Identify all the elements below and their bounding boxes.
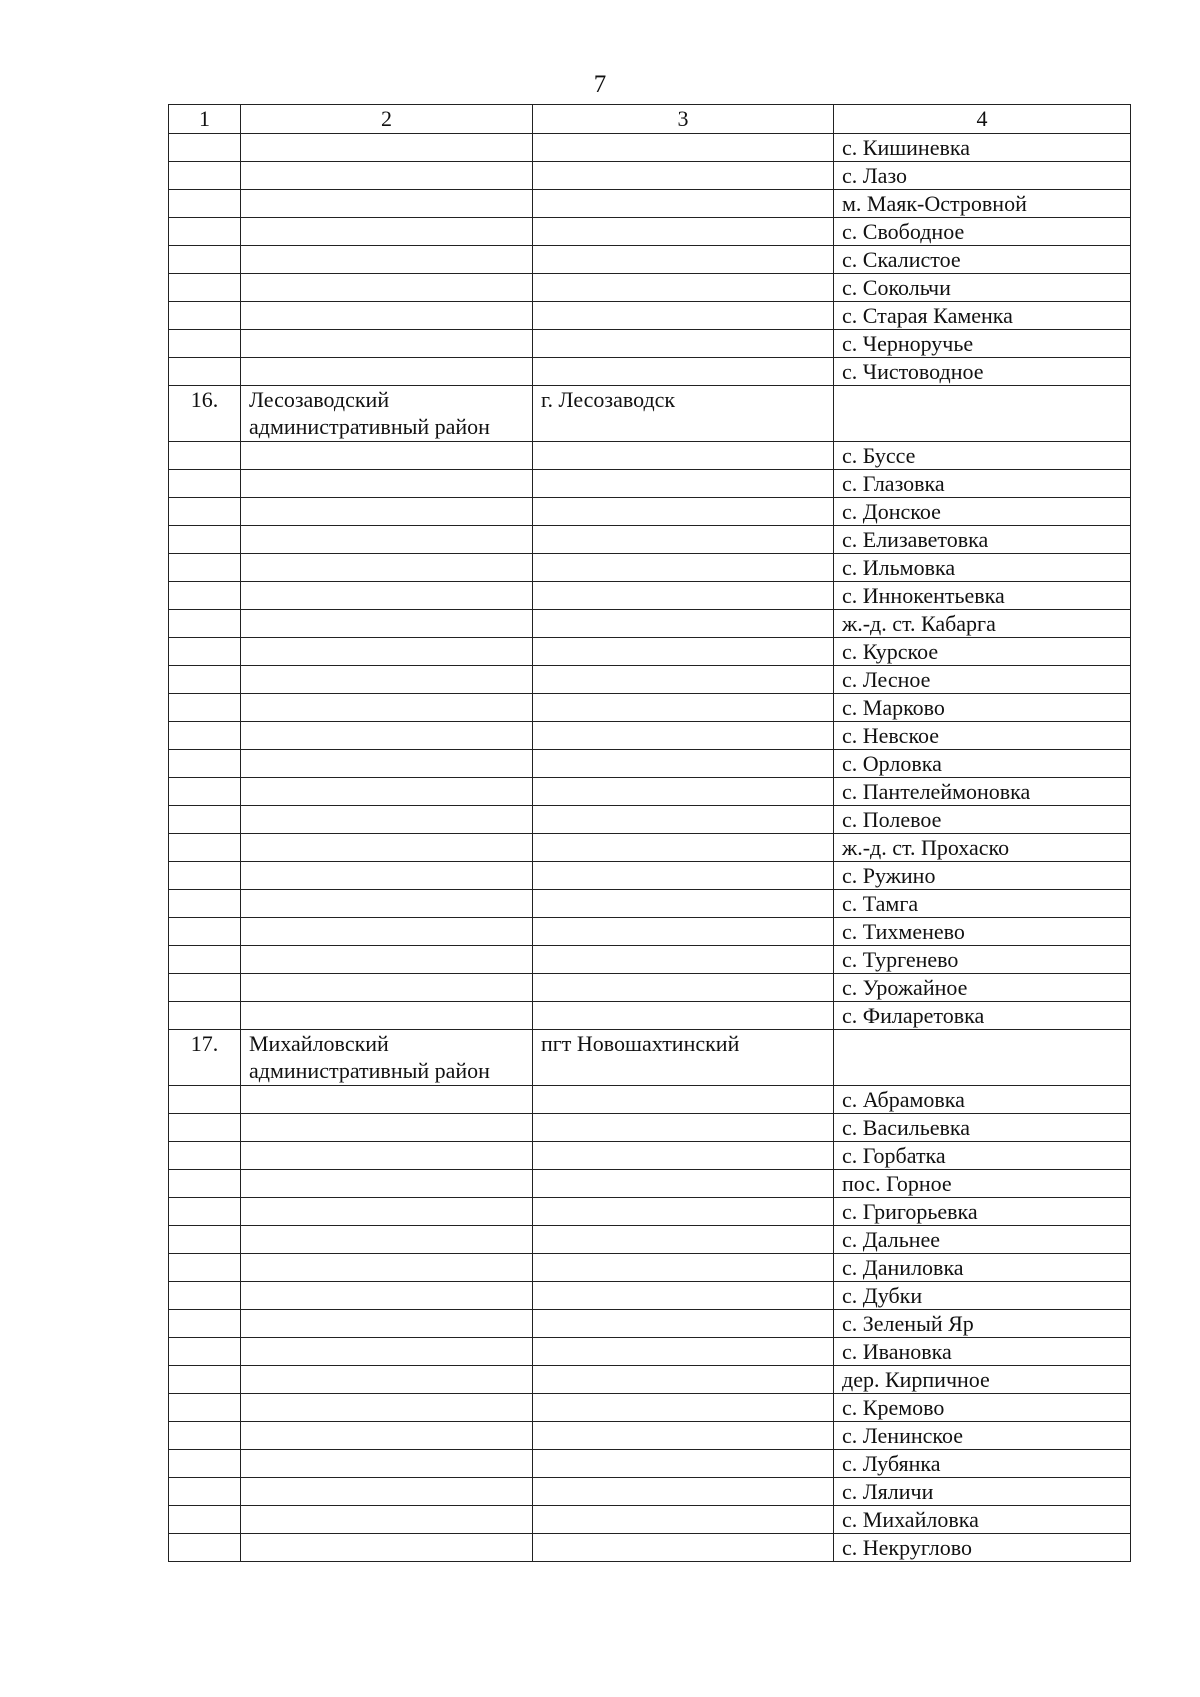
empty-cell xyxy=(169,1002,241,1030)
empty-cell xyxy=(533,470,834,498)
empty-cell xyxy=(169,1310,241,1338)
empty-cell xyxy=(533,1002,834,1030)
table-row xyxy=(169,526,1131,554)
settlement-cell: с. Абрамовка xyxy=(834,1086,1131,1114)
table-row xyxy=(169,134,1131,162)
table-row xyxy=(169,862,1131,890)
empty-cell xyxy=(241,442,533,470)
empty-cell xyxy=(169,638,241,666)
table-row xyxy=(169,554,1131,582)
table-row xyxy=(169,442,1131,470)
empty-cell xyxy=(169,1506,241,1534)
settlement-cell: с. Филаретовка xyxy=(834,1002,1131,1030)
empty-cell xyxy=(241,554,533,582)
table-row xyxy=(169,1394,1131,1422)
table-row xyxy=(169,1086,1131,1114)
page-number: 7 xyxy=(593,71,607,98)
settlement-cell: с. Черноручье xyxy=(834,330,1131,358)
empty-cell xyxy=(241,190,533,218)
table-row xyxy=(169,190,1131,218)
empty-cell xyxy=(533,1254,834,1282)
empty-cell xyxy=(533,610,834,638)
settlement-cell: с. Скалистое xyxy=(834,246,1131,274)
empty-cell xyxy=(533,638,834,666)
empty-cell xyxy=(533,778,834,806)
table-row xyxy=(169,470,1131,498)
empty-cell xyxy=(533,862,834,890)
empty-cell xyxy=(241,218,533,246)
empty-cell xyxy=(169,1450,241,1478)
district-name: Лесозаводский административный район xyxy=(241,386,533,442)
empty-cell xyxy=(533,1282,834,1310)
empty-cell xyxy=(169,834,241,862)
table-row xyxy=(169,162,1131,190)
table-row xyxy=(169,1254,1131,1282)
empty-cell xyxy=(241,638,533,666)
settlement-cell: с. Свободное xyxy=(834,218,1131,246)
table-row xyxy=(169,1114,1131,1142)
empty-cell xyxy=(533,1198,834,1226)
empty-cell xyxy=(533,722,834,750)
settlement-cell: с. Сокольчи xyxy=(834,274,1131,302)
table-row xyxy=(169,1338,1131,1366)
table-row xyxy=(169,946,1131,974)
empty-cell xyxy=(169,722,241,750)
empty-cell xyxy=(169,302,241,330)
empty-cell xyxy=(533,582,834,610)
empty-cell xyxy=(169,582,241,610)
empty-cell xyxy=(169,330,241,358)
table-row xyxy=(169,582,1131,610)
empty-cell xyxy=(241,666,533,694)
empty-cell xyxy=(169,694,241,722)
empty-cell xyxy=(241,470,533,498)
empty-cell xyxy=(533,918,834,946)
empty-cell xyxy=(169,1338,241,1366)
empty-cell xyxy=(533,498,834,526)
empty-cell xyxy=(169,862,241,890)
empty-cell xyxy=(241,134,533,162)
empty-cell xyxy=(169,1114,241,1142)
empty-cell xyxy=(241,974,533,1002)
empty-cell xyxy=(533,890,834,918)
settlement-cell: с. Тихменево xyxy=(834,918,1131,946)
settlement-cell: с. Ивановка xyxy=(834,1338,1131,1366)
empty-cell xyxy=(169,806,241,834)
empty-cell xyxy=(241,1142,533,1170)
settlement-cell: с. Старая Каменка xyxy=(834,302,1131,330)
empty-cell xyxy=(533,1394,834,1422)
empty-cell xyxy=(533,1534,834,1562)
empty-cell xyxy=(533,1478,834,1506)
empty-cell xyxy=(169,1534,241,1562)
empty-cell xyxy=(169,498,241,526)
settlement-cell: с. Невское xyxy=(834,722,1131,750)
empty-cell xyxy=(834,1030,1131,1086)
empty-cell xyxy=(241,274,533,302)
settlement-cell: с. Даниловка xyxy=(834,1254,1131,1282)
empty-cell xyxy=(169,246,241,274)
column-header-2: 2 xyxy=(241,105,533,134)
empty-cell xyxy=(169,274,241,302)
empty-cell xyxy=(241,946,533,974)
settlement-cell: с. Тамга xyxy=(834,890,1131,918)
empty-cell xyxy=(241,162,533,190)
table-row xyxy=(169,890,1131,918)
settlement-cell: с. Ленинское xyxy=(834,1422,1131,1450)
empty-cell xyxy=(169,750,241,778)
empty-cell xyxy=(241,610,533,638)
settlement-cell: с. Тургенево xyxy=(834,946,1131,974)
settlement-cell: пос. Горное xyxy=(834,1170,1131,1198)
settlements-table xyxy=(168,104,1131,1562)
settlement-cell: ж.-д. ст. Кабарга xyxy=(834,610,1131,638)
table-row xyxy=(169,330,1131,358)
settlement-cell: с. Ильмовка xyxy=(834,554,1131,582)
empty-cell xyxy=(169,918,241,946)
settlement-cell: с. Ляличи xyxy=(834,1478,1131,1506)
empty-cell xyxy=(241,1114,533,1142)
empty-cell xyxy=(533,974,834,1002)
table-row xyxy=(169,694,1131,722)
empty-cell xyxy=(169,1366,241,1394)
table-row xyxy=(169,722,1131,750)
table-row xyxy=(169,1422,1131,1450)
district-row xyxy=(169,1030,1131,1086)
column-header-4: 4 xyxy=(834,105,1131,134)
empty-cell xyxy=(169,162,241,190)
settlement-cell: с. Глазовка xyxy=(834,470,1131,498)
settlement-cell: с. Некруглово xyxy=(834,1534,1131,1562)
empty-cell xyxy=(533,1422,834,1450)
empty-cell xyxy=(169,470,241,498)
empty-cell xyxy=(533,330,834,358)
empty-cell xyxy=(241,582,533,610)
empty-cell xyxy=(533,750,834,778)
table-row xyxy=(169,218,1131,246)
settlement-cell: с. Горбатка xyxy=(834,1142,1131,1170)
empty-cell xyxy=(241,1534,533,1562)
settlement-cell: с. Лазо xyxy=(834,162,1131,190)
settlement-cell: с. Кишиневка xyxy=(834,134,1131,162)
empty-cell xyxy=(241,1478,533,1506)
district-center: пгт Новошахтинский xyxy=(533,1030,834,1086)
settlement-cell: с. Буссе xyxy=(834,442,1131,470)
empty-cell xyxy=(533,666,834,694)
empty-cell xyxy=(533,1450,834,1478)
empty-cell xyxy=(533,1170,834,1198)
empty-cell xyxy=(533,134,834,162)
empty-cell xyxy=(169,1198,241,1226)
empty-cell xyxy=(533,1338,834,1366)
table-row xyxy=(169,1170,1131,1198)
empty-cell xyxy=(241,358,533,386)
empty-cell xyxy=(533,302,834,330)
district-row xyxy=(169,386,1131,442)
column-header-3: 3 xyxy=(533,105,834,134)
empty-cell xyxy=(533,1310,834,1338)
empty-cell xyxy=(241,806,533,834)
empty-cell xyxy=(533,1226,834,1254)
district-number: 17. xyxy=(169,1030,241,1086)
settlement-cell: с. Донское xyxy=(834,498,1131,526)
empty-cell xyxy=(241,1394,533,1422)
empty-cell xyxy=(169,1478,241,1506)
empty-cell xyxy=(533,694,834,722)
empty-cell xyxy=(241,1226,533,1254)
empty-cell xyxy=(834,386,1131,442)
empty-cell xyxy=(241,1422,533,1450)
empty-cell xyxy=(533,806,834,834)
empty-cell xyxy=(533,218,834,246)
settlement-cell: дер. Кирпичное xyxy=(834,1366,1131,1394)
empty-cell xyxy=(533,946,834,974)
table-row xyxy=(169,1198,1131,1226)
empty-cell xyxy=(241,302,533,330)
settlement-cell: с. Марково xyxy=(834,694,1131,722)
district-number: 16. xyxy=(169,386,241,442)
settlement-cell: с. Иннокентьевка xyxy=(834,582,1131,610)
empty-cell xyxy=(169,1282,241,1310)
settlement-cell: ж.-д. ст. Прохаско xyxy=(834,834,1131,862)
table-row xyxy=(169,1366,1131,1394)
empty-cell xyxy=(533,358,834,386)
settlement-cell: с. Полевое xyxy=(834,806,1131,834)
empty-cell xyxy=(169,610,241,638)
empty-cell xyxy=(169,526,241,554)
empty-cell xyxy=(241,1366,533,1394)
empty-cell xyxy=(533,274,834,302)
empty-cell xyxy=(169,442,241,470)
empty-cell xyxy=(533,442,834,470)
empty-cell xyxy=(241,722,533,750)
table-row xyxy=(169,1282,1131,1310)
empty-cell xyxy=(169,974,241,1002)
table-row xyxy=(169,1226,1131,1254)
empty-cell xyxy=(533,1506,834,1534)
empty-cell xyxy=(241,834,533,862)
empty-cell xyxy=(241,1450,533,1478)
table-row xyxy=(169,1506,1131,1534)
empty-cell xyxy=(241,1506,533,1534)
settlement-cell: с. Ружино xyxy=(834,862,1131,890)
empty-cell xyxy=(169,134,241,162)
table-row xyxy=(169,974,1131,1002)
empty-cell xyxy=(169,1170,241,1198)
settlement-cell: с. Зеленый Яр xyxy=(834,1310,1131,1338)
table-row xyxy=(169,358,1131,386)
district-name: Михайловский административный район xyxy=(241,1030,533,1086)
empty-cell xyxy=(241,1170,533,1198)
empty-cell xyxy=(533,190,834,218)
empty-cell xyxy=(533,526,834,554)
empty-cell xyxy=(169,946,241,974)
table-row xyxy=(169,666,1131,694)
empty-cell xyxy=(241,918,533,946)
table-row xyxy=(169,1002,1131,1030)
empty-cell xyxy=(241,694,533,722)
empty-cell xyxy=(533,1142,834,1170)
table-row xyxy=(169,1142,1131,1170)
empty-cell xyxy=(169,1226,241,1254)
table-row xyxy=(169,610,1131,638)
empty-cell xyxy=(241,862,533,890)
settlement-cell: с. Урожайное xyxy=(834,974,1131,1002)
settlement-cell: с. Чистоводное xyxy=(834,358,1131,386)
empty-cell xyxy=(169,190,241,218)
settlement-cell: с. Михайловка xyxy=(834,1506,1131,1534)
settlement-cell: с. Дальнее xyxy=(834,1226,1131,1254)
empty-cell xyxy=(241,1282,533,1310)
empty-cell xyxy=(241,778,533,806)
table-row xyxy=(169,750,1131,778)
table-row xyxy=(169,1478,1131,1506)
settlement-cell: с. Кремово xyxy=(834,1394,1131,1422)
empty-cell xyxy=(533,1114,834,1142)
table-row xyxy=(169,638,1131,666)
table-row xyxy=(169,778,1131,806)
table-row xyxy=(169,1310,1131,1338)
empty-cell xyxy=(533,246,834,274)
column-header-1: 1 xyxy=(169,105,241,134)
settlement-cell: м. Маяк-Островной xyxy=(834,190,1131,218)
empty-cell xyxy=(533,834,834,862)
empty-cell xyxy=(241,526,533,554)
empty-cell xyxy=(241,1002,533,1030)
settlement-cell: с. Васильевка xyxy=(834,1114,1131,1142)
table-row xyxy=(169,806,1131,834)
empty-cell xyxy=(169,1086,241,1114)
table-row xyxy=(169,274,1131,302)
settlement-cell: с. Лубянка xyxy=(834,1450,1131,1478)
empty-cell xyxy=(533,554,834,582)
empty-cell xyxy=(169,1394,241,1422)
settlement-cell: с. Дубки xyxy=(834,1282,1131,1310)
table-row xyxy=(169,1450,1131,1478)
settlement-cell: с. Пантелеймоновка xyxy=(834,778,1131,806)
table-row xyxy=(169,1534,1131,1562)
empty-cell xyxy=(241,330,533,358)
empty-cell xyxy=(241,1338,533,1366)
empty-cell xyxy=(241,498,533,526)
settlement-cell: с. Курское xyxy=(834,638,1131,666)
table-row xyxy=(169,246,1131,274)
empty-cell xyxy=(169,358,241,386)
empty-cell xyxy=(241,246,533,274)
empty-cell xyxy=(169,554,241,582)
empty-cell xyxy=(533,162,834,190)
table-row xyxy=(169,918,1131,946)
header-row xyxy=(169,105,1131,134)
empty-cell xyxy=(533,1086,834,1114)
empty-cell xyxy=(169,666,241,694)
empty-cell xyxy=(169,1254,241,1282)
district-center: г. Лесозаводск xyxy=(533,386,834,442)
empty-cell xyxy=(241,750,533,778)
table-body xyxy=(169,134,1131,1562)
empty-cell xyxy=(169,218,241,246)
settlement-cell: с. Григорьевка xyxy=(834,1198,1131,1226)
table-row xyxy=(169,498,1131,526)
empty-cell xyxy=(241,1086,533,1114)
table-row xyxy=(169,834,1131,862)
empty-cell xyxy=(169,1142,241,1170)
empty-cell xyxy=(169,1422,241,1450)
empty-cell xyxy=(169,778,241,806)
settlement-cell: с. Орловка xyxy=(834,750,1131,778)
empty-cell xyxy=(169,890,241,918)
table-row xyxy=(169,302,1131,330)
empty-cell xyxy=(241,1198,533,1226)
empty-cell xyxy=(241,1310,533,1338)
empty-cell xyxy=(533,1366,834,1394)
empty-cell xyxy=(241,1254,533,1282)
settlement-cell: с. Елизаветовка xyxy=(834,526,1131,554)
empty-cell xyxy=(241,890,533,918)
settlement-cell: с. Лесное xyxy=(834,666,1131,694)
